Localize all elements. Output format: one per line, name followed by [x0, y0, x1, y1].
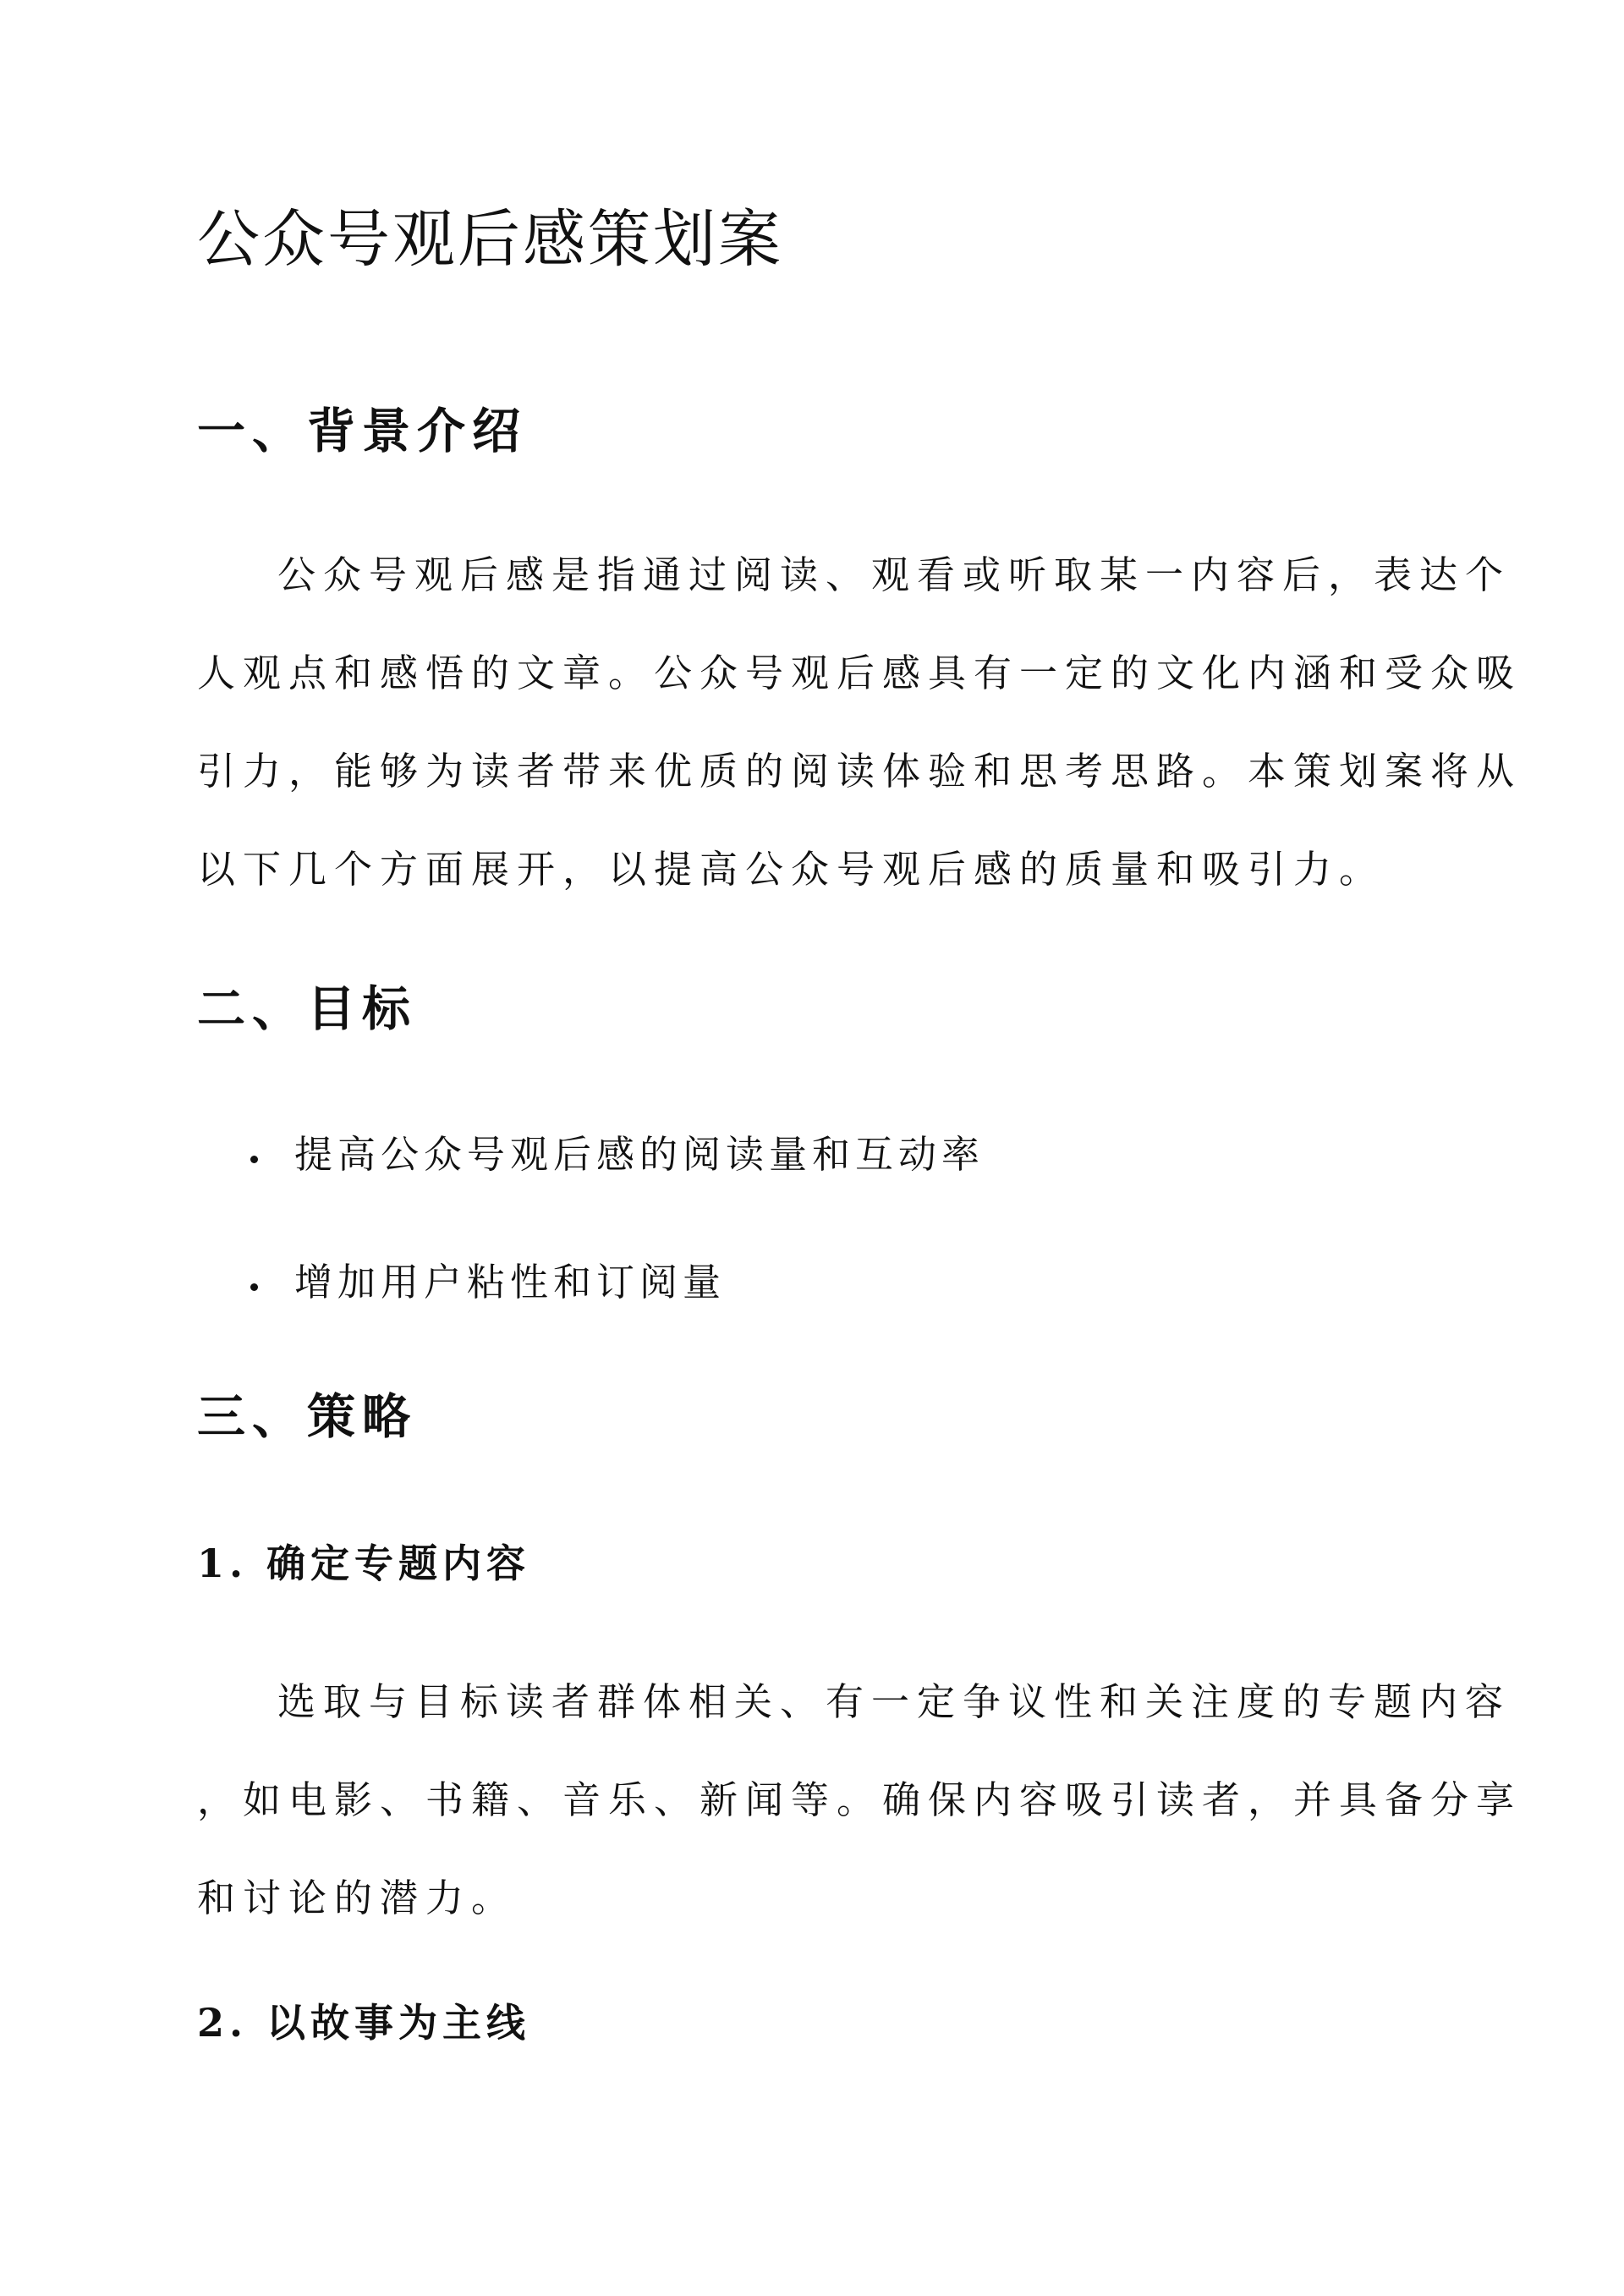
- background-paragraph-line: 引力，能够为读者带来优质的阅读体验和思考思路。本策划案将从: [197, 749, 1522, 794]
- bullet-dot-icon: [250, 1283, 258, 1291]
- subsection-heading-story: 2. 以故事为主线: [197, 2000, 531, 2046]
- topic-paragraph-line: ，如电影、书籍、音乐、新闻等。确保内容吸引读者，并具备分享: [197, 1777, 1522, 1822]
- topic-paragraph-line: 选取与目标读者群体相关、有一定争议性和关注度的专题内容: [277, 1679, 1512, 1724]
- section-heading-strategy: 三、策略: [197, 1388, 417, 1445]
- document-title: 公众号观后感策划案: [197, 203, 783, 276]
- background-paragraph-line: 公众号观后感是指通过阅读、观看或听取某一内容后，表达个: [277, 552, 1512, 597]
- bullet-dot-icon: [250, 1156, 258, 1163]
- section-heading-background: 一、背景介绍: [197, 403, 527, 459]
- topic-paragraph-line: 和讨论的潜力。: [197, 1876, 518, 1920]
- goal-list-item: 提高公众号观后感的阅读量和互动率: [294, 1132, 985, 1177]
- background-paragraph-line: 以下几个方面展开，以提高公众号观后感的质量和吸引力。: [197, 847, 1385, 892]
- background-paragraph-line: 人观点和感悟的文章。公众号观后感具有一定的文化内涵和受众吸: [197, 651, 1522, 695]
- goal-list-item: 增加用户粘性和订阅量: [294, 1260, 727, 1305]
- section-heading-goals: 二、目标: [197, 980, 417, 1037]
- subsection-heading-topic: 1. 确定专题内容: [197, 1541, 531, 1586]
